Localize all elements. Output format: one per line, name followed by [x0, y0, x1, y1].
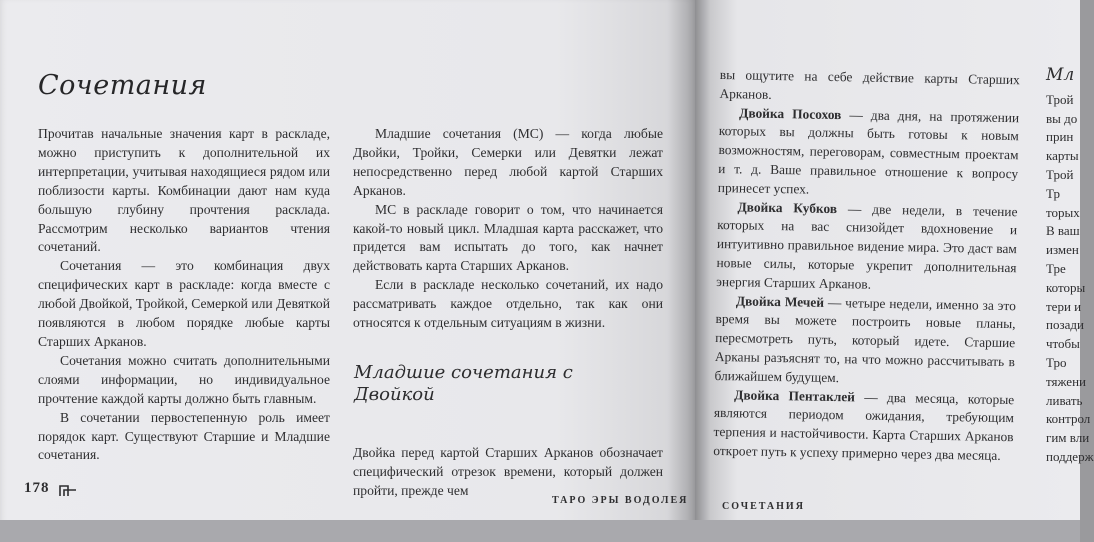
entry — [713, 385, 1014, 465]
partial-line: поддерж — [1046, 448, 1094, 464]
entry — [716, 198, 1018, 297]
table-surface — [0, 520, 1080, 542]
page-number: 178 — [24, 480, 50, 496]
entry-name: Двойка Посохов — [739, 104, 842, 122]
ornament-icon — [58, 482, 80, 498]
right-column — [353, 125, 663, 333]
entry — [718, 104, 1020, 203]
partial-line: гим вли — [1046, 430, 1090, 446]
entry-text: — два месяца, которые являются периодом ожидания, требующим терпения и настойчивости. Карта Старших Арканов откроет путь к успеху примерно через два месяца. — [713, 388, 1015, 463]
partial-line: Тро — [1046, 354, 1067, 370]
paragraph: МС в раскладе говорит о том, что начинается какой-то новый цикл. Младшая карта расскажет, что придется вам испытать до того, как начнет действовать карта Старших Арканов. — [353, 201, 663, 274]
right-column-continued — [353, 444, 663, 501]
entry-text: — два дня, на протяжении которых вы должны быть готовы к новым возможностям, переговорам, совместным проектам и т. д. Ваше правильное отношение к вопросу принесет успех. — [717, 106, 1020, 197]
cut-off-column — [1046, 65, 1094, 467]
right-page-text — [713, 66, 1020, 466]
partial-line: торых — [1046, 204, 1080, 220]
paragraph: вы ощутите на себе действие карты Старших Арканов. — [719, 66, 1020, 102]
partial-heading: Мл — [1046, 65, 1075, 85]
entry-name: Двойка Кубков — [737, 198, 838, 216]
entry-name: Двойка Мечей — [735, 292, 825, 310]
entry-name: Двойка Пентаклей — [734, 386, 856, 404]
partial-line: карты — [1046, 148, 1079, 164]
partial-line: которы — [1046, 279, 1086, 295]
partial-line: Тре — [1046, 260, 1066, 276]
partial-line: измен — [1046, 242, 1079, 258]
partial-line: вы до — [1046, 110, 1078, 126]
paragraph: Прочитав начальные значения карт в раскладе, можно приступить к дополнительной их интерпретации, учитывая находящиеся рядом или поблизости карты. Комбинации дают нам куда большую глубину прочтения расклада. Рассмотрим несколько вариантов чтения сочетаний. — [38, 126, 330, 255]
paragraph: Если в раскладе несколько сочетаний, их надо рассматривать каждое отдельно, так как они относятся к отдельным ситуациям в жизни. — [353, 277, 663, 331]
left-column — [38, 125, 330, 465]
section-subheading: Младшие сочетания с Двойкой — [354, 362, 573, 405]
partial-line: чтобы — [1046, 336, 1080, 352]
running-footer: СОЧЕТАНИЯ — [722, 501, 805, 512]
partial-line: Трой — [1046, 166, 1074, 182]
partial-line: прин — [1046, 129, 1074, 145]
entry-text: — четыре недели, именно за это время вы можете построить новые планы, пересмотреть путь, который идете. Старшие Арканы разъяснят то, на что можно рассчитывать в ближайшем будущем. — [714, 294, 1017, 385]
running-footer: ТАРО ЭРЫ ВОДОЛЕЯ — [552, 495, 689, 506]
partial-line: тяжени — [1046, 373, 1086, 389]
paragraph: В сочетании первостепенную роль имеет порядок карт. Существуют Старшие и Младшие сочетания. — [38, 409, 330, 463]
partial-line: Тр — [1046, 185, 1060, 201]
partial-line: контрол — [1046, 411, 1091, 427]
partial-line: Трой — [1046, 91, 1074, 107]
partial-line: тери и — [1046, 298, 1082, 314]
paragraph: Двойка перед картой Старших Арканов обозначает специфический отрезок времени, который должен пройти, прежде чем — [353, 445, 663, 498]
entry — [714, 292, 1016, 391]
partial-line: позади — [1046, 317, 1084, 333]
partial-line: ливать — [1046, 392, 1083, 408]
page-title: Сочетания — [38, 70, 207, 101]
paragraph: Сочетания можно считать дополнительными слоями информации, но индивидуальное прочтение каждой карты должно быть главным. — [38, 352, 330, 406]
entry-text: — две недели, в течение которых на вас снизойдет вдохновение и интуитивно правильное видение мира. Это даст вам новые силы, которые укрепит дополнительная энергия Старших Арканов. — [716, 200, 1018, 292]
partial-line: В ваш — [1046, 223, 1080, 239]
paragraph: Младшие сочетания (МС) — когда любые Двойки, Тройки, Семерки или Девятки лежат непосредственно перед любой картой Старших Арканов. — [353, 126, 663, 198]
paragraph: Сочетания — это комбинация двух специфических карт в раскладе: когда вместе с любой Двойкой, Тройкой, Семеркой или Девяткой появляются в любом порядке любые карты Старших Арканов. — [38, 258, 330, 349]
